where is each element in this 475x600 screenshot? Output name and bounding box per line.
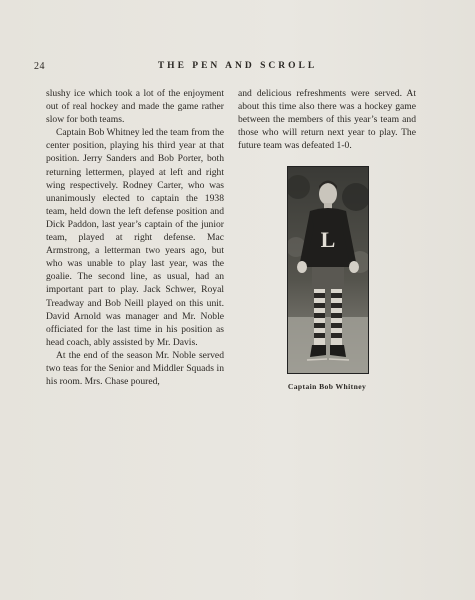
sweater-letter: L: [320, 227, 336, 252]
photo-caption: Captain Bob Whitney: [287, 382, 367, 391]
paragraph: Captain Bob Whitney led the team from the center position, playing his third year at that position. Jerry Sanders and Bob Porter, both returning lettermen, played at left and right wing respectively. Rodney Carter, who was unanimously elected to captain the 1938 team, held down the left defense position and Dick Paddon, last year’s captain of the junior team, played at right defense. Mac Armstrong, a letterman two years ago, but who was unable to play last year, was the goalie. The second line, as usual, had an important part to play. Jack Schwer, Royal Treadway and Bob Neill played on this unit. David Arnold was manager and Mr. Noble officiated for the last time in his position as head coach, ably assisted by Mr. Davis.: [46, 127, 224, 348]
paragraph: At the end of the season Mr. Noble served two teas for the Senior and Middler Squads in his room. Mrs. Chase poured,: [46, 349, 224, 388]
paragraph: and delicious refreshments were served. At about this time also there was a hockey game between the members of this year’s team and those who will return next year to play. The future team was defeated 1-0.: [238, 88, 416, 152]
running-title: THE PEN AND SCROLL: [157, 61, 318, 71]
right-column: [238, 87, 416, 152]
captain-photo: [287, 166, 369, 374]
page-header: [34, 61, 441, 75]
paragraph: slushy ice which took a lot of the enjoyment out of real hockey and made the game rather slow for both teams.: [46, 88, 224, 126]
left-column: [46, 87, 224, 388]
photo-illustration: [288, 167, 368, 373]
page-number: 24: [34, 61, 45, 72]
